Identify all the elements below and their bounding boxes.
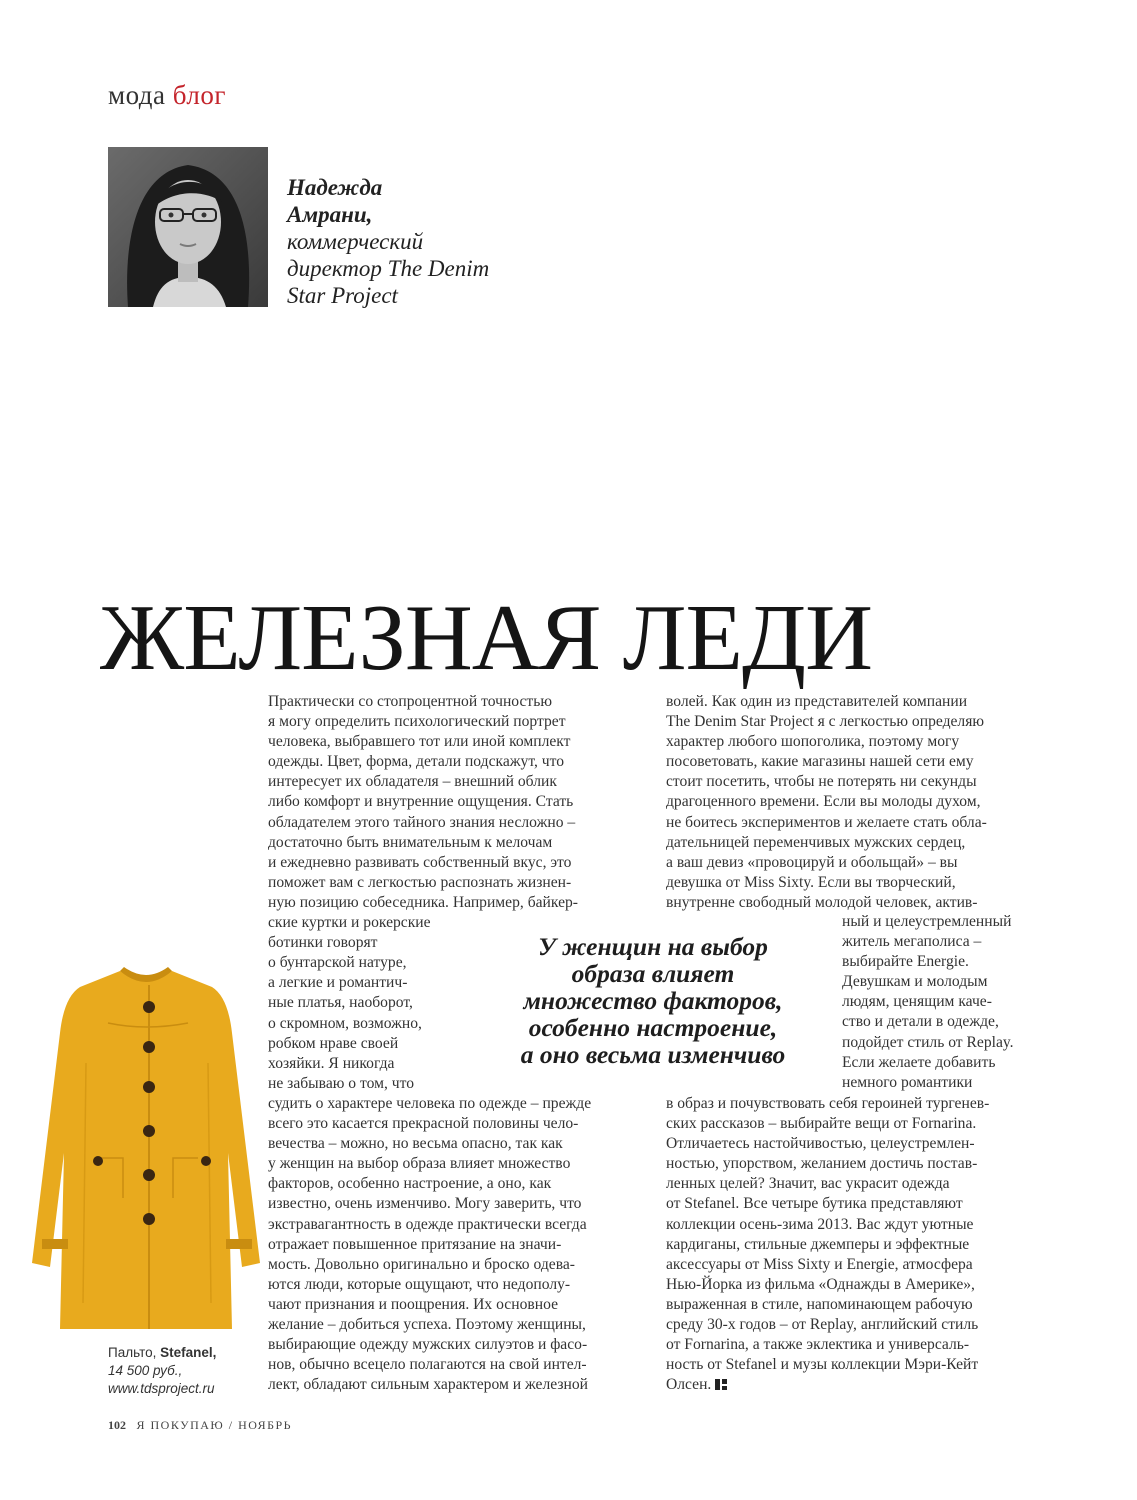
- text-line: ные платья, наоборот,: [268, 994, 413, 1012]
- text-line: а легкие и романтич-: [268, 974, 408, 992]
- text-line: вечества – можно, но весьма опасно, так как: [268, 1135, 563, 1153]
- text-line: одежды. Цвет, форма, детали подскажут, что: [268, 753, 565, 771]
- text-line: ную позицию собеседника. Например, байкер-: [268, 893, 578, 911]
- text-line: житель мегаполиса –: [842, 933, 982, 951]
- author-portrait: [108, 147, 268, 307]
- text-line: волей. Как один из представителей компании: [666, 693, 968, 710]
- author-title-line: директор The Denim: [287, 256, 490, 281]
- author-name-last: Амрани,: [287, 202, 373, 227]
- rubric-subsection: блог: [172, 80, 226, 110]
- section-rubric: [108, 80, 226, 111]
- text-line: выбирающие одежду мужских силуэтов и фасо-: [268, 1336, 588, 1354]
- pull-quote-line: У женщин на выбор: [538, 932, 768, 961]
- text-line: стоит посетить, чтобы не потерять ни секунды: [666, 773, 977, 791]
- author-name-first: Надежда: [287, 175, 383, 200]
- text-line: у женщин на выбор образа влияет множество: [268, 1155, 571, 1173]
- text-line: известно, очень изменчиво. Могу заверить, что: [268, 1195, 582, 1213]
- text-line: человека, выбравшего тот или иной комплект: [268, 733, 571, 751]
- text-line: немного романтики: [842, 1073, 973, 1091]
- text-line: лект, обладают сильным характером и железной: [268, 1376, 588, 1394]
- caption-item: Пальто,: [108, 1345, 157, 1360]
- author-title-line: коммерческий: [287, 229, 424, 254]
- column-1-bottom: [268, 1094, 591, 1395]
- caption-price: 14 500 руб.,: [108, 1363, 183, 1378]
- text-line: выбирайте Energie.: [842, 953, 969, 971]
- text-line: характер любого шопоголика, поэтому могу: [666, 733, 960, 751]
- text-line: коллекции осень-зима 2013. Вас ждут уютные: [666, 1215, 974, 1233]
- text-line: ских рассказов – выбирайте вещи от Fornarina.: [666, 1115, 977, 1133]
- magazine-name: Я ПОКУПАЮ: [136, 1418, 225, 1432]
- text-line: подойдет стиль от Replay.: [842, 1033, 1014, 1051]
- text-line: поможет вам с легкостью распознать жизнен-: [268, 873, 572, 891]
- text-line: факторов, особенно настроение, а оно, как: [268, 1175, 552, 1193]
- text-line: экстравагантность в одежде практически всегда: [268, 1215, 587, 1233]
- caption-brand: Stefanel,: [160, 1345, 217, 1360]
- text-line: драгоценного времени. Если вы молоды духом,: [666, 793, 981, 811]
- text-line: обладателем этого тайного знания несложно –: [268, 813, 576, 831]
- pull-quote-line: а оно весьма изменчиво: [520, 1040, 786, 1069]
- text-line: от Fornarina, а также эклектика и универсаль-: [666, 1336, 970, 1354]
- page-number: 102: [108, 1418, 126, 1432]
- text-line: дательницей переменчивых мужских сердец,: [666, 833, 966, 851]
- text-line: достаточно быть внимательным к мелочам: [268, 833, 553, 851]
- text-line: ленных целей? Значит, вас украсит одежда: [666, 1175, 950, 1193]
- text-line: аксессуары от Miss Sixty и Energie, атмосфера: [666, 1255, 973, 1273]
- text-line: The Denim Star Project я с легкостью определяю: [666, 713, 985, 731]
- text-line: в образ и почувствовать себя героиней тургенев-: [666, 1095, 990, 1112]
- text-line: Если желаете добавить: [842, 1053, 996, 1071]
- text-line: людям, ценящим каче-: [842, 993, 992, 1011]
- page-footer: [108, 1418, 292, 1433]
- text-line: ские куртки и рокерские: [268, 914, 431, 932]
- text-line: и ежедневно развивать собственный вкус, это: [268, 853, 572, 871]
- rubric-section: мода: [108, 80, 166, 110]
- issue-month: НОЯБРЬ: [238, 1418, 293, 1432]
- column-2-bottom: [666, 1094, 989, 1395]
- column-2-top: [666, 692, 987, 913]
- coat-photo: [28, 963, 264, 1339]
- pull-quote-line: образа влияет: [571, 959, 735, 988]
- text-line: судить о характере человека по одежде – прежде: [268, 1095, 592, 1112]
- text-line: робком нраве своей: [268, 1034, 399, 1052]
- text-line: Нью-Йорка из фильма «Однажды в Америке»,: [666, 1275, 975, 1293]
- text-line: не боитесь экспериментов и желаете стать обла-: [666, 813, 987, 831]
- caption-url: www.tdsproject.ru: [108, 1381, 215, 1396]
- text-line: Олсен.: [666, 1375, 989, 1395]
- text-line: внутренне свободный молодой человек, актив-: [666, 893, 978, 911]
- pull-quote-line: множество факторов,: [523, 986, 783, 1015]
- text-line: ются люди, которые ощущают, что недополу-: [268, 1275, 571, 1293]
- text-line: о скромном, возможно,: [268, 1014, 422, 1032]
- text-line: о бунтарской натуре,: [268, 954, 407, 972]
- pull-quote: [488, 933, 818, 1068]
- text-line: ность от Stefanel и музы коллекции Мэри-Кейт: [666, 1356, 979, 1374]
- text-line: я могу определить психологический портрет: [268, 713, 566, 731]
- footer-separator: /: [228, 1418, 234, 1432]
- text-line: нов, обычно всецело полагаются на свой интел-: [268, 1356, 587, 1374]
- text-line: Девушкам и молодым: [842, 973, 988, 991]
- text-line: ностью, упорством, желанием достичь постав-: [666, 1155, 978, 1173]
- end-mark-icon: [715, 1379, 727, 1390]
- text-line: всего это касается прекрасной половины чело-: [268, 1115, 579, 1133]
- author-block: [287, 174, 489, 309]
- text-line: мость. Довольно оригинально и броско одева-: [268, 1255, 575, 1273]
- text-line: а ваш девиз «провоцируй и обольщай» – вы: [666, 853, 958, 871]
- text-line: среду 30-х годов – от Replay, английский стиль: [666, 1316, 979, 1334]
- text-line: Практически со стопроцентной точностью: [268, 693, 552, 710]
- text-line: хозяйки. Я никогда: [268, 1054, 395, 1072]
- text-line: не забываю о том, что: [268, 1074, 415, 1092]
- pull-quote-line: особенно настроение,: [528, 1013, 778, 1042]
- text-line: ный и целеустремленный: [842, 913, 1012, 930]
- text-line: девушка от Miss Sixty. Если вы творческий,: [666, 873, 956, 891]
- text-line: либо комфорт и внутренние ощущения. Стать: [268, 793, 574, 811]
- text-line: кардиганы, стильные джемперы и эффектные: [666, 1235, 970, 1253]
- text-line: чают признания и поощрения. Их основное: [268, 1295, 558, 1313]
- text-line: выраженная в стиле, напоминающем рабочую: [666, 1295, 973, 1313]
- column-2-middle: [842, 912, 1014, 1093]
- text-line: желание – добиться успеха. Поэтому женщины,: [268, 1316, 586, 1334]
- article-headline: ЖЕЛЕЗНАЯ ЛЕДИ: [100, 586, 872, 690]
- text-line: Отличаетесь настойчивостью, целеустремлен-: [666, 1135, 975, 1153]
- text-line: ство и детали в одежде,: [842, 1013, 999, 1031]
- text-line: от Stefanel. Все четыре бутика представляют: [666, 1195, 963, 1213]
- photo-caption: [108, 1344, 216, 1398]
- text-line: ботинки говорят: [268, 934, 378, 952]
- author-title-line: Star Project: [287, 283, 398, 308]
- text-line: интересует их обладателя – внешний облик: [268, 773, 557, 791]
- text-line: отражает повышенное притязание на значи-: [268, 1235, 562, 1253]
- text-line: посоветовать, какие магазины нашей сети ему: [666, 753, 974, 771]
